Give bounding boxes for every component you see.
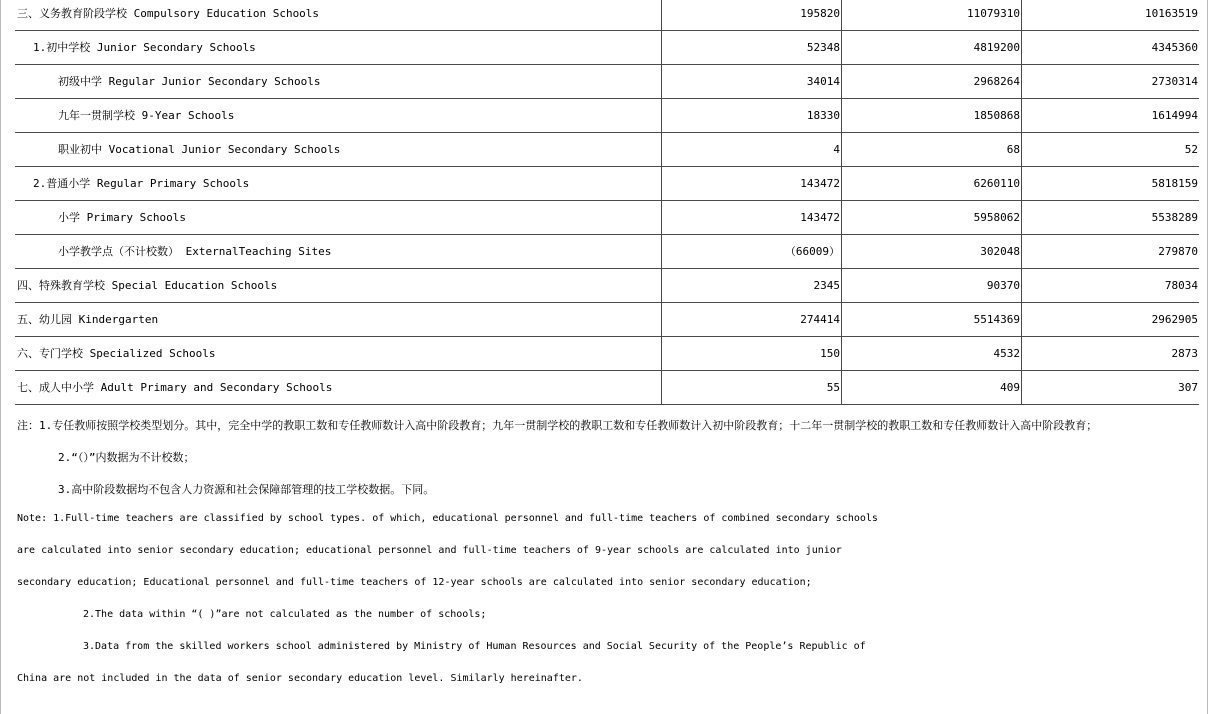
row-label: 三、义务教育阶段学校 Compulsory Education Schools bbox=[15, 0, 662, 31]
note-cn-2: 2.“（）”内数据为不计校数； bbox=[58, 451, 195, 464]
row-label: 1.初中学校 Junior Secondary Schools bbox=[15, 31, 662, 65]
row-value-1: 55 bbox=[662, 371, 842, 405]
note-en-5: 3.Data from the skilled workers school administered by Ministry of Human Resources and Social Security of the People’s Republic of bbox=[83, 641, 866, 652]
row-value-3: 52 bbox=[1022, 133, 1200, 167]
row-value-1: 150 bbox=[662, 337, 842, 371]
note-en-1: Note: 1.Full-time teachers are classified by school types. of which, educational personnel and full-time teachers of combined secondary schools bbox=[17, 513, 878, 524]
row-label: 2.普通小学 Regular Primary Schools bbox=[15, 167, 662, 201]
row-value-3: 307 bbox=[1022, 371, 1200, 405]
table-row bbox=[15, 269, 1199, 303]
row-value-3: 5538289 bbox=[1022, 201, 1200, 235]
row-label: 五、幼儿园 Kindergarten bbox=[15, 303, 662, 337]
row-value-2: 90370 bbox=[842, 269, 1022, 303]
table-row bbox=[15, 99, 1199, 133]
row-value-3: 1614994 bbox=[1022, 99, 1200, 133]
row-value-2: 11079310 bbox=[842, 0, 1022, 31]
row-value-3: 78034 bbox=[1022, 269, 1200, 303]
row-label: 小学教学点（不计校数） ExternalTeaching Sites bbox=[15, 235, 662, 269]
row-label: 职业初中 Vocational Junior Secondary Schools bbox=[15, 133, 662, 167]
table-row bbox=[15, 337, 1199, 371]
row-value-2: 4819200 bbox=[842, 31, 1022, 65]
row-label: 四、特殊教育学校 Special Education Schools bbox=[15, 269, 662, 303]
row-value-3: 5818159 bbox=[1022, 167, 1200, 201]
row-value-2: 68 bbox=[842, 133, 1022, 167]
row-value-2: 409 bbox=[842, 371, 1022, 405]
table-row bbox=[15, 235, 1199, 269]
note-en-4: 2.The data within “( )”are not calculated as the number of schools; bbox=[83, 609, 487, 620]
row-value-1: 34014 bbox=[662, 65, 842, 99]
note-cn-3: 3.高中阶段数据均不包含人力资源和社会保障部管理的技工学校数据。下同。 bbox=[58, 483, 435, 496]
row-value-1: 143472 bbox=[662, 201, 842, 235]
row-value-3: 2873 bbox=[1022, 337, 1200, 371]
table-row bbox=[15, 31, 1199, 65]
row-value-2: 6260110 bbox=[842, 167, 1022, 201]
row-label: 初级中学 Regular Junior Secondary Schools bbox=[15, 65, 662, 99]
row-value-2: 1850868 bbox=[842, 99, 1022, 133]
table-row bbox=[15, 65, 1199, 99]
table-row bbox=[15, 0, 1199, 31]
row-value-1: （66009） bbox=[662, 235, 842, 269]
table-row bbox=[15, 303, 1199, 337]
table-row bbox=[15, 167, 1199, 201]
row-value-3: 10163519 bbox=[1022, 0, 1200, 31]
row-value-3: 2962905 bbox=[1022, 303, 1200, 337]
row-value-1: 4 bbox=[662, 133, 842, 167]
row-value-1: 274414 bbox=[662, 303, 842, 337]
row-label: 七、成人中小学 Adult Primary and Secondary Schools bbox=[15, 371, 662, 405]
row-label: 六、专门学校 Specialized Schools bbox=[15, 337, 662, 371]
row-value-1: 143472 bbox=[662, 167, 842, 201]
row-value-3: 2730314 bbox=[1022, 65, 1200, 99]
statistics-table bbox=[15, 0, 1199, 405]
row-value-1: 2345 bbox=[662, 269, 842, 303]
table-body bbox=[15, 0, 1199, 405]
note-en-2: are calculated into senior secondary education; educational personnel and full-time teachers of 9-year schools are calculated into junior bbox=[17, 545, 842, 556]
row-value-2: 302048 bbox=[842, 235, 1022, 269]
row-value-2: 5958062 bbox=[842, 201, 1022, 235]
row-value-2: 4532 bbox=[842, 337, 1022, 371]
table-row bbox=[15, 371, 1199, 405]
row-value-3: 279870 bbox=[1022, 235, 1200, 269]
row-value-1: 52348 bbox=[662, 31, 842, 65]
row-label: 九年一贯制学校 9-Year Schools bbox=[15, 99, 662, 133]
row-value-3: 4345360 bbox=[1022, 31, 1200, 65]
row-value-1: 18330 bbox=[662, 99, 842, 133]
table-row bbox=[15, 133, 1199, 167]
note-cn-1: 注：1.专任教师按照学校类型划分。其中，完全中学的教职工数和专任教师数计入高中阶段教育；九年一贯制学校的教职工数和专任教师数计入初中阶段教育；十二年一贯制学校的教职工数和专任教师数计入高中阶段教育； bbox=[17, 419, 1098, 432]
note-en-6: China are not included in the data of senior secondary education level. Similarly hereinafter. bbox=[17, 673, 583, 684]
row-value-2: 2968264 bbox=[842, 65, 1022, 99]
row-value-2: 5514369 bbox=[842, 303, 1022, 337]
note-en-3: secondary education; Educational personnel and full-time teachers of 12-year schools are calculated into senior secondary education; bbox=[17, 577, 812, 588]
row-value-1: 195820 bbox=[662, 0, 842, 31]
row-label: 小学 Primary Schools bbox=[15, 201, 662, 235]
table-row bbox=[15, 201, 1199, 235]
